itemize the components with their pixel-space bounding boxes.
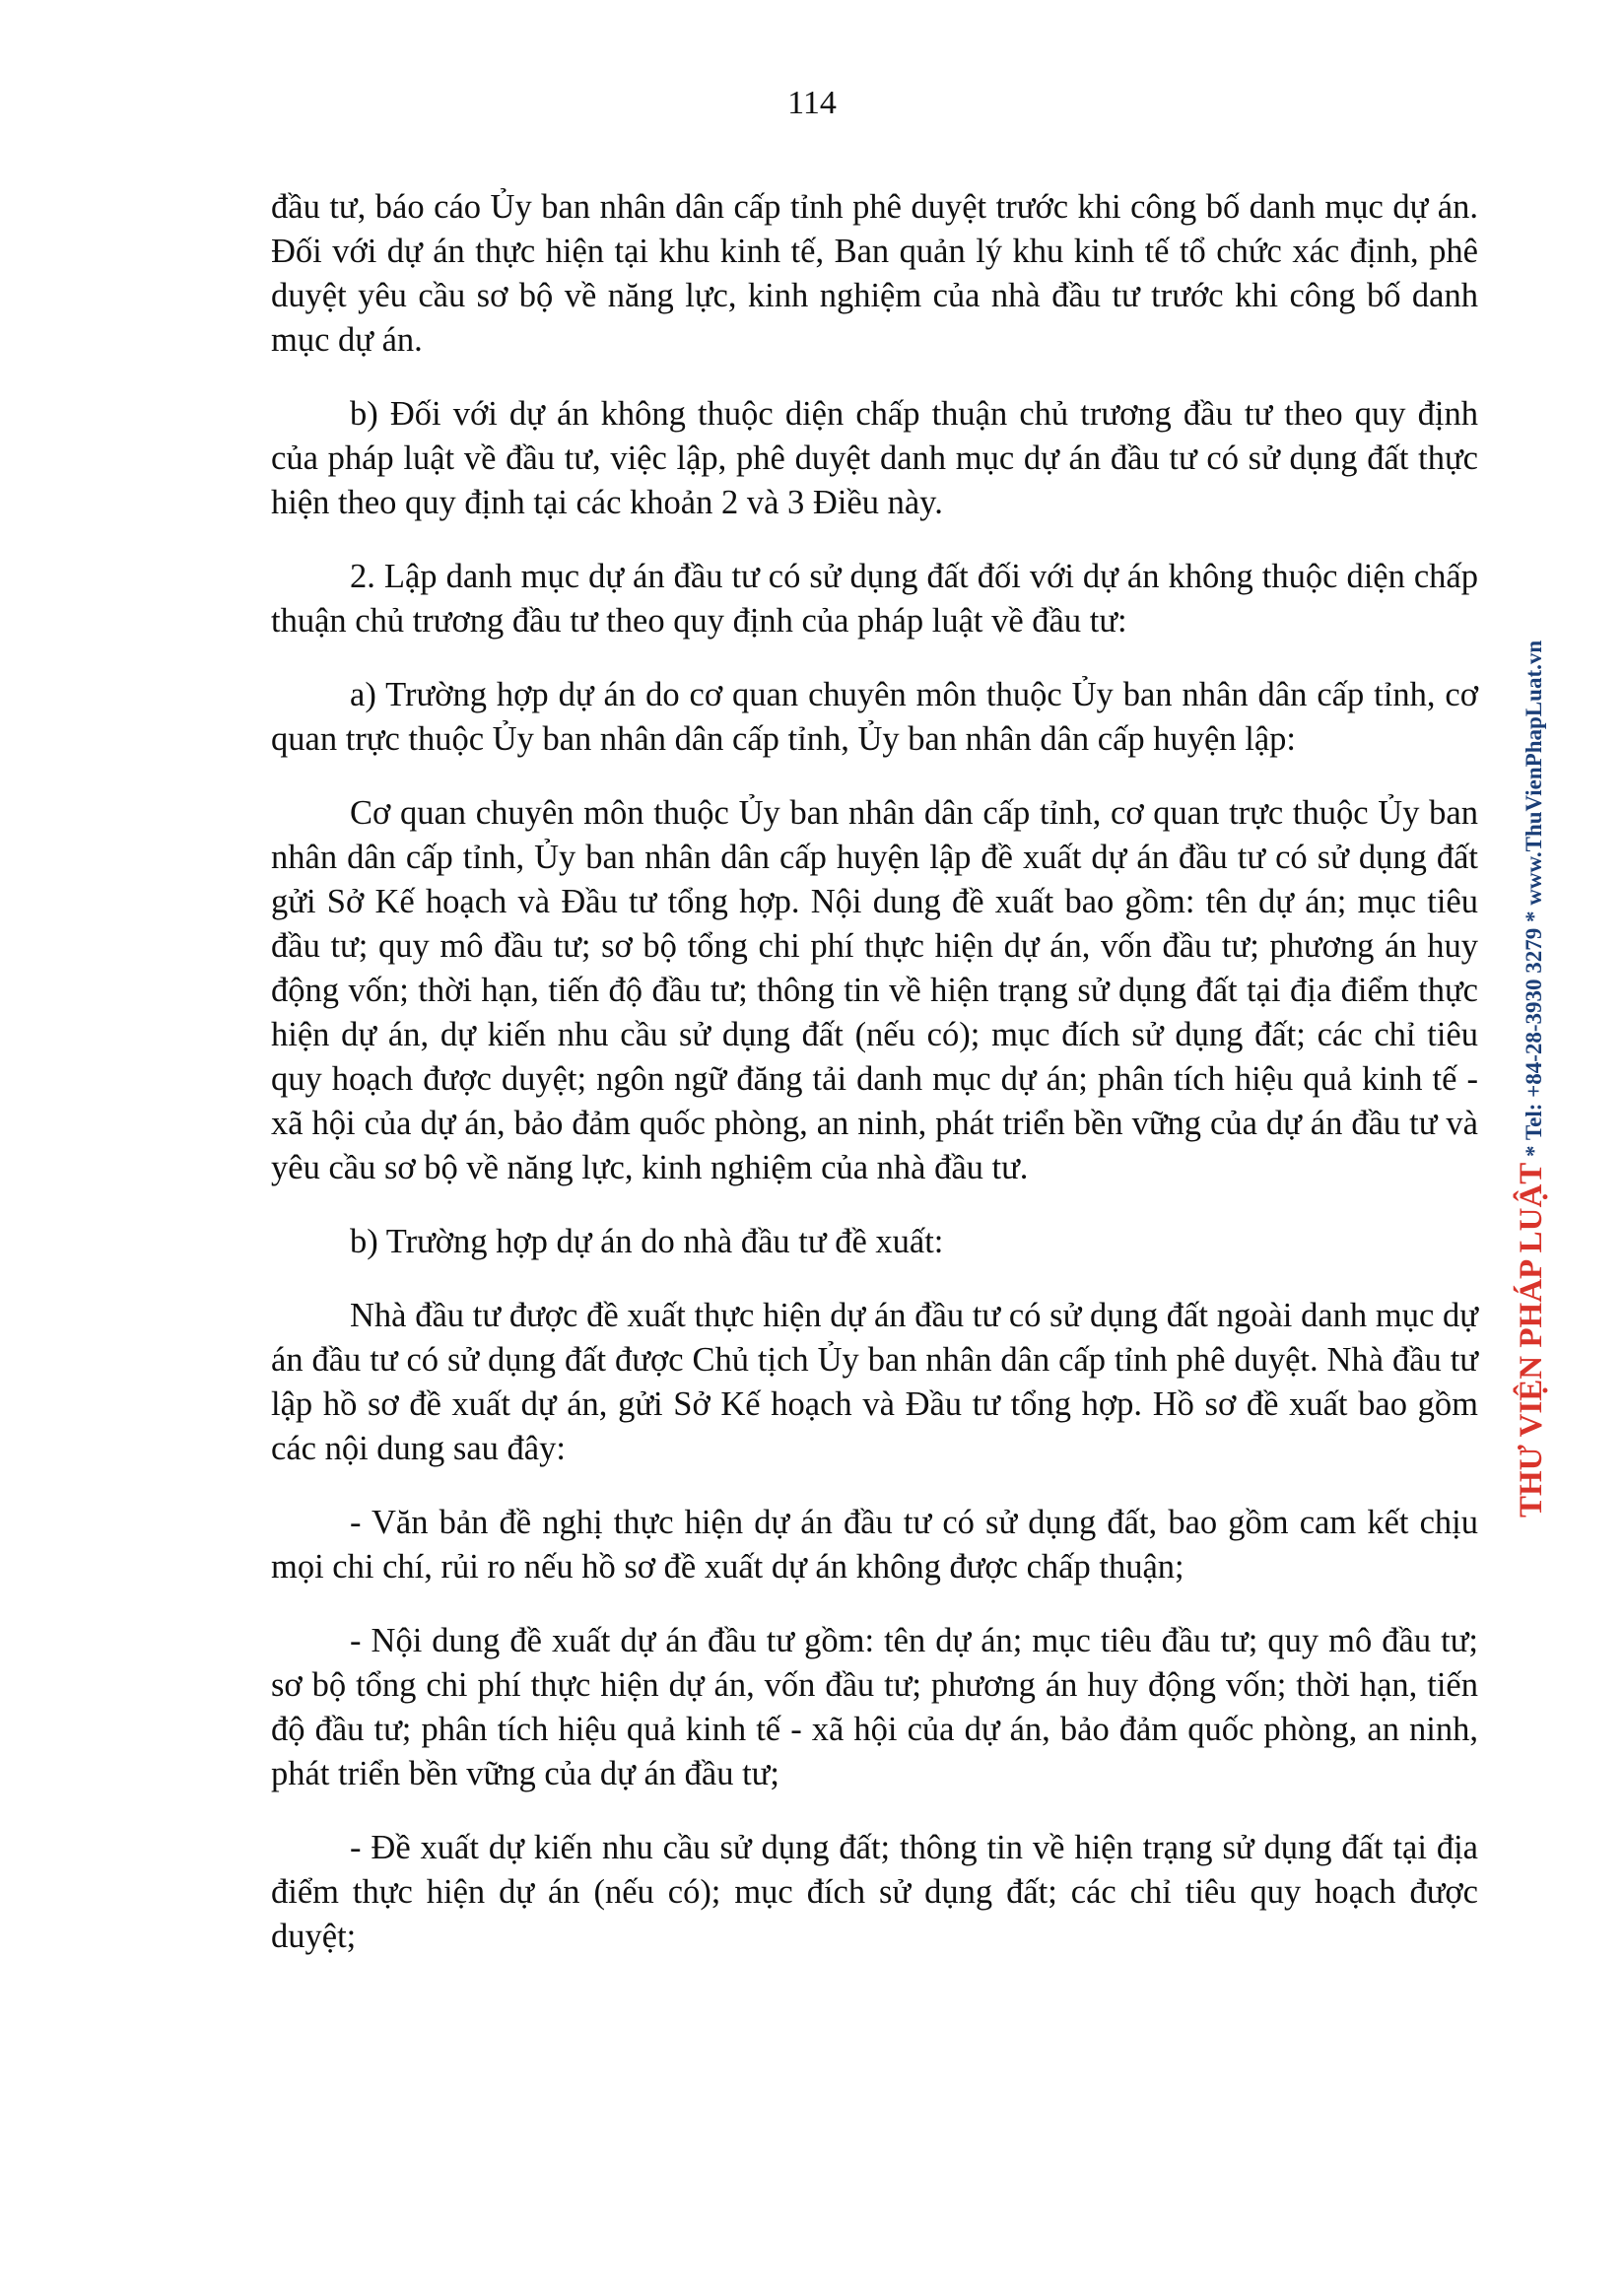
paragraph-point-2b: b) Trường hợp dự án do nhà đầu tư đề xuất: bbox=[350, 1223, 944, 1260]
list-item-dossier-land: - Đề xuất dự kiến nhu cầu sử dụng đất; thông tin về hiện trạng sử dụng đất tại địa điểm thực hiện dự án (nếu có); mục đích sử dụng đất; các chỉ tiêu quy hoạch được duyệt; bbox=[271, 1829, 1478, 1955]
list-item-dossier-request: - Văn bản đề nghị thực hiện dự án đầu tư có sử dụng đất, bao gồm cam kết chịu mọi chi chí, rủi ro nếu hồ sơ đề xuất dự án không được chấp thuận; bbox=[271, 1504, 1478, 1586]
document-body bbox=[271, 185, 1478, 1989]
paragraph-point-b: b) Đối với dự án không thuộc diện chấp thuận chủ trương đầu tư theo quy định của pháp luật về đầu tư, việc lập, phê duyệt danh mục dự án đầu tư có sử dụng đất thực hiện theo quy định tại các khoản 2 và 3 Điều này. bbox=[271, 395, 1478, 521]
paragraph-clause-2: 2. Lập danh mục dự án đầu tư có sử dụng đất đối với dự án không thuộc diện chấp thuận chủ trương đầu tư theo quy định của pháp luật về đầu tư: bbox=[271, 558, 1478, 640]
side-watermark bbox=[1514, 641, 1550, 1518]
list-item-dossier-content: - Nội dung đề xuất dự án đầu tư gồm: tên dự án; mục tiêu đầu tư; quy mô đầu tư; sơ bộ tổng chi phí thực hiện dự án, vốn đầu tư; phương án huy động vốn; thời hạn, tiến độ đầu tư; phân tích hiệu quả kinh tế - xã hội của dự án, bảo đảm quốc phòng, an ninh, phát triển bền vững của dự án đầu tư; bbox=[271, 1622, 1478, 1792]
paragraph-2a-content: Cơ quan chuyên môn thuộc Ủy ban nhân dân cấp tỉnh, cơ quan trực thuộc Ủy ban nhân dân cấp tỉnh, Ủy ban nhân dân cấp huyện lập đề xuất dự án đầu tư có sử dụng đất gửi Sở Kế hoạch và Đầu tư tổng hợp. Nội dung đề xuất bao gồm: tên dự án; mục tiêu đầu tư; quy mô đầu tư; sơ bộ tổng chi phí thực hiện dự án, vốn đầu tư; phương án huy động vốn; thời hạn, tiến độ đầu tư; thông tin về hiện trạng sử dụng đất tại địa điểm thực hiện dự án, dự kiến nhu cầu sử dụng đất (nếu có); mục đích sử dụng đất; các chỉ tiêu quy hoạch được duyệt; ngôn ngữ đăng tải danh mục dự án; phân tích hiệu quả kinh tế - xã hội của dự án, bảo đảm quốc phòng, an ninh, phát triển bền vững của dự án đầu tư và yêu cầu sơ bộ về năng lực, kinh nghiệm của nhà đầu tư. bbox=[271, 794, 1478, 1186]
watermark-brand: THƯ VIỆN PHÁP LUẬT bbox=[1514, 1162, 1549, 1518]
paragraph-point-2a: a) Trường hợp dự án do cơ quan chuyên môn thuộc Ủy ban nhân dân cấp tỉnh, cơ quan trực thuộc Ủy ban nhân dân cấp tỉnh, Ủy ban nhân dân cấp huyện lập: bbox=[271, 676, 1478, 758]
page-number: 114 bbox=[787, 85, 837, 121]
watermark-contact: * Tel: +84-28-3930 3279 * www.ThuVienPhapLuat.vn bbox=[1522, 640, 1546, 1163]
paragraph-2b-content: Nhà đầu tư được đề xuất thực hiện dự án đầu tư có sử dụng đất ngoài danh mục dự án đầu tư có sử dụng đất được Chủ tịch Ủy ban nhân dân cấp tỉnh phê duyệt. Nhà đầu tư lập hồ sơ đề xuất dự án, gửi Sở Kế hoạch và Đầu tư tổng hợp. Hồ sơ đề xuất bao gồm các nội dung sau đây: bbox=[271, 1297, 1478, 1467]
paragraph-continuation: đầu tư, báo cáo Ủy ban nhân dân cấp tỉnh phê duyệt trước khi công bố danh mục dự án. Đối với dự án thực hiện tại khu kinh tế, Ban quản lý khu kinh tế tổ chức xác định, phê duyệt yêu cầu sơ bộ về năng lực, kinh nghiệm của nhà đầu tư trước khi công bố danh mục dự án. bbox=[271, 188, 1478, 359]
